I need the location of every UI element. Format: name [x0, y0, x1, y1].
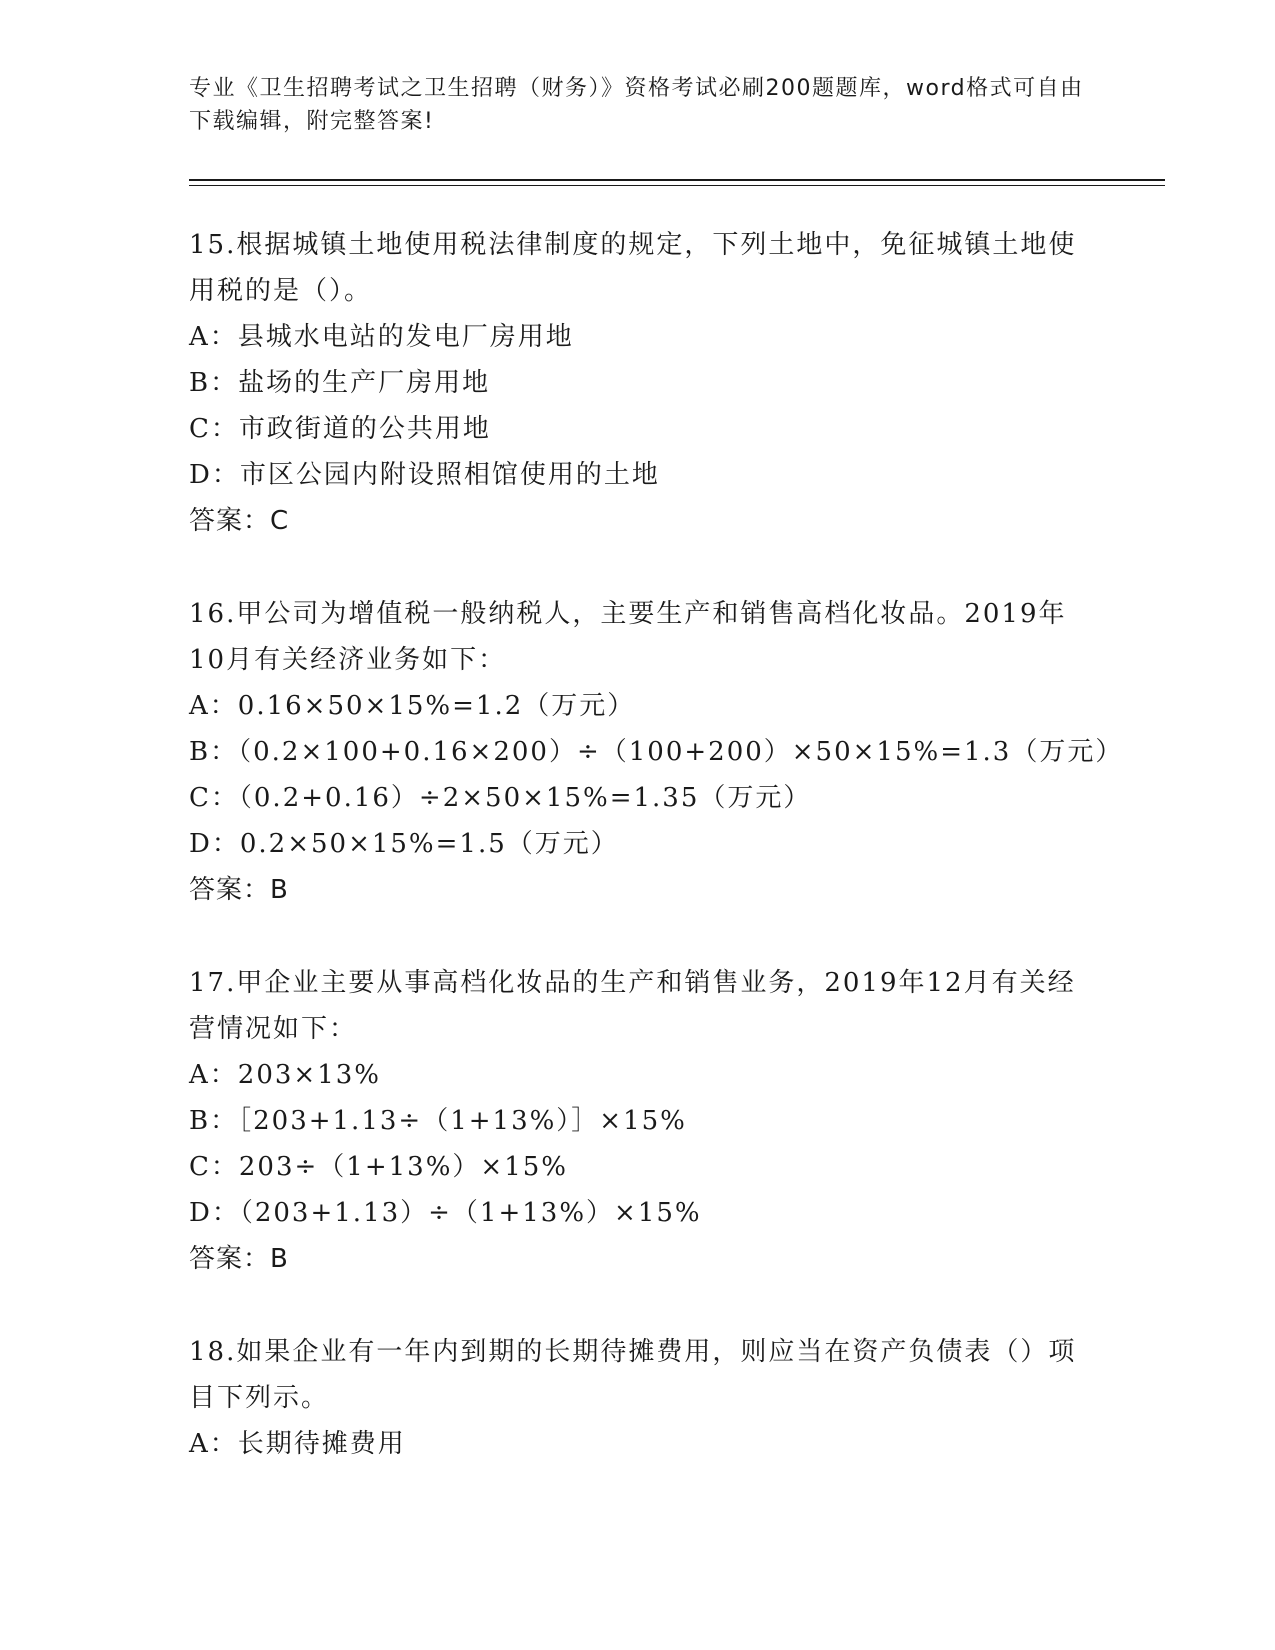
- option-b: B：［203+1.13÷（1+13%）］×15%: [189, 1106, 687, 1136]
- option-b: B：盐场的生产厂房用地: [189, 368, 491, 398]
- option-a: A：203×13%: [189, 1060, 381, 1090]
- question-stem: 15.根据城镇土地使用税法律制度的规定，下列土地中，免征城镇土地使用税的是（）。: [189, 230, 1077, 306]
- option-c: C：（0.2+0.16）÷2×50×15%=1.35（万元）: [189, 783, 812, 813]
- question-18: [189, 1329, 1089, 1467]
- question-17: [189, 960, 1089, 1282]
- option-d: D：0.2×50×15%=1.5（万元）: [189, 829, 619, 859]
- option-a: A：0.16×50×15%=1.2（万元）: [189, 691, 636, 721]
- question-16: [189, 591, 1124, 913]
- document-header: 专业《卫生招聘考试之卫生招聘（财务）》资格考试必刷200题题库，word格式可自由下载编辑，附完整答案!: [189, 76, 1084, 134]
- answer-label: 答案：B: [189, 1244, 289, 1274]
- option-c: C：203÷（1+13%）×15%: [189, 1152, 568, 1182]
- answer-label: 答案：C: [189, 506, 290, 536]
- header-divider-thin: [189, 185, 1165, 186]
- option-a: A：县城水电站的发电厂房用地: [189, 322, 574, 352]
- option-c: C：市政街道的公共用地: [189, 414, 491, 444]
- question-stem: 18.如果企业有一年内到期的长期待摊费用，则应当在资产负债表（）项目下列示。: [189, 1337, 1077, 1413]
- question-15: [189, 222, 1089, 544]
- question-stem: 17.甲企业主要从事高档化妆品的生产和销售业务，2019年12月有关经营情况如下：: [189, 968, 1076, 1044]
- question-stem: 16.甲公司为增值税一般纳税人，主要生产和销售高档化妆品。2019年10月有关经济业务如下：: [189, 599, 1067, 675]
- answer-label: 答案：B: [189, 875, 289, 905]
- option-d: D：市区公园内附设照相馆使用的土地: [189, 460, 660, 490]
- option-d: D：（203+1.13）÷（1+13%）×15%: [189, 1198, 702, 1228]
- option-b: B：（0.2×100+0.16×200）÷（100+200）×50×15%=1.3（万元）: [189, 737, 1124, 767]
- header-divider-thick: [189, 179, 1165, 181]
- option-a: A：长期待摊费用: [189, 1429, 406, 1459]
